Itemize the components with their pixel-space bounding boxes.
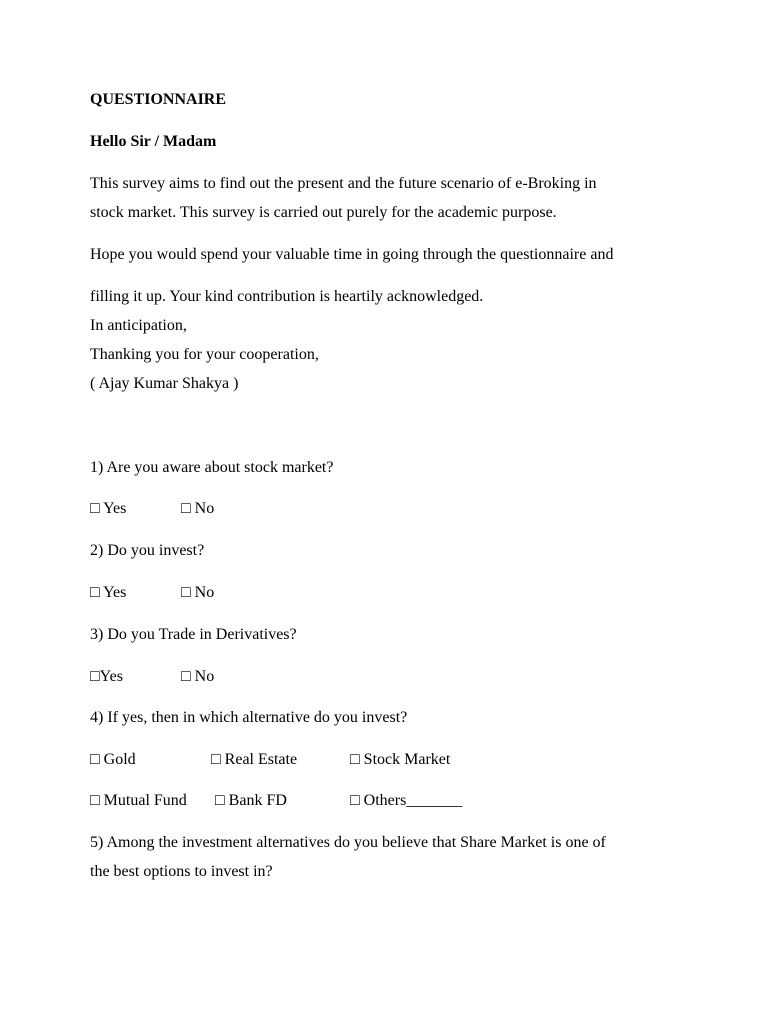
question-text: the best options to invest in?: [90, 863, 273, 880]
option-checkbox-real-estate[interactable]: □ Real Estate: [211, 751, 298, 768]
option-checkbox-no[interactable]: □ No: [181, 584, 215, 601]
intro-line: This survey aims to find out the present and the future scenario of e-Broking in: [90, 175, 597, 192]
option-checkbox-gold[interactable]: □ Gold: [90, 751, 136, 768]
intro-line: stock market. This survey is carried out purely for the academic purpose.: [90, 204, 557, 221]
question-text: 3) Do you Trade in Derivatives?: [90, 626, 297, 643]
option-checkbox-yes[interactable]: □Yes: [90, 668, 123, 685]
option-checkbox-bank-fd[interactable]: □ Bank FD: [215, 792, 287, 809]
option-checkbox-yes[interactable]: □ Yes: [90, 500, 127, 517]
question-text: 1) Are you aware about stock market?: [90, 459, 334, 476]
option-checkbox-others[interactable]: □ Others_______: [350, 792, 463, 809]
document-title: QUESTIONNAIRE: [90, 91, 227, 108]
intro-line: filling it up. Your kind contribution is heartily acknowledged.: [90, 288, 484, 305]
intro-line: In anticipation,: [90, 317, 187, 334]
option-checkbox-no[interactable]: □ No: [181, 500, 215, 517]
intro-line: Thanking you for your cooperation,: [90, 346, 319, 363]
greeting: Hello Sir / Madam: [90, 133, 217, 150]
intro-line: Hope you would spend your valuable time in going through the questionnaire and: [90, 246, 614, 263]
option-checkbox-no[interactable]: □ No: [181, 668, 215, 685]
option-checkbox-mutual-fund[interactable]: □ Mutual Fund: [90, 792, 187, 809]
question-text: 4) If yes, then in which alternative do you invest?: [90, 709, 408, 726]
option-checkbox-yes[interactable]: □ Yes: [90, 584, 127, 601]
signature: ( Ajay Kumar Shakya ): [90, 375, 239, 392]
question-text: 2) Do you invest?: [90, 542, 205, 559]
option-checkbox-stock-market[interactable]: □ Stock Market: [350, 751, 451, 768]
question-text: 5) Among the investment alternatives do you believe that Share Market is one of: [90, 834, 606, 851]
